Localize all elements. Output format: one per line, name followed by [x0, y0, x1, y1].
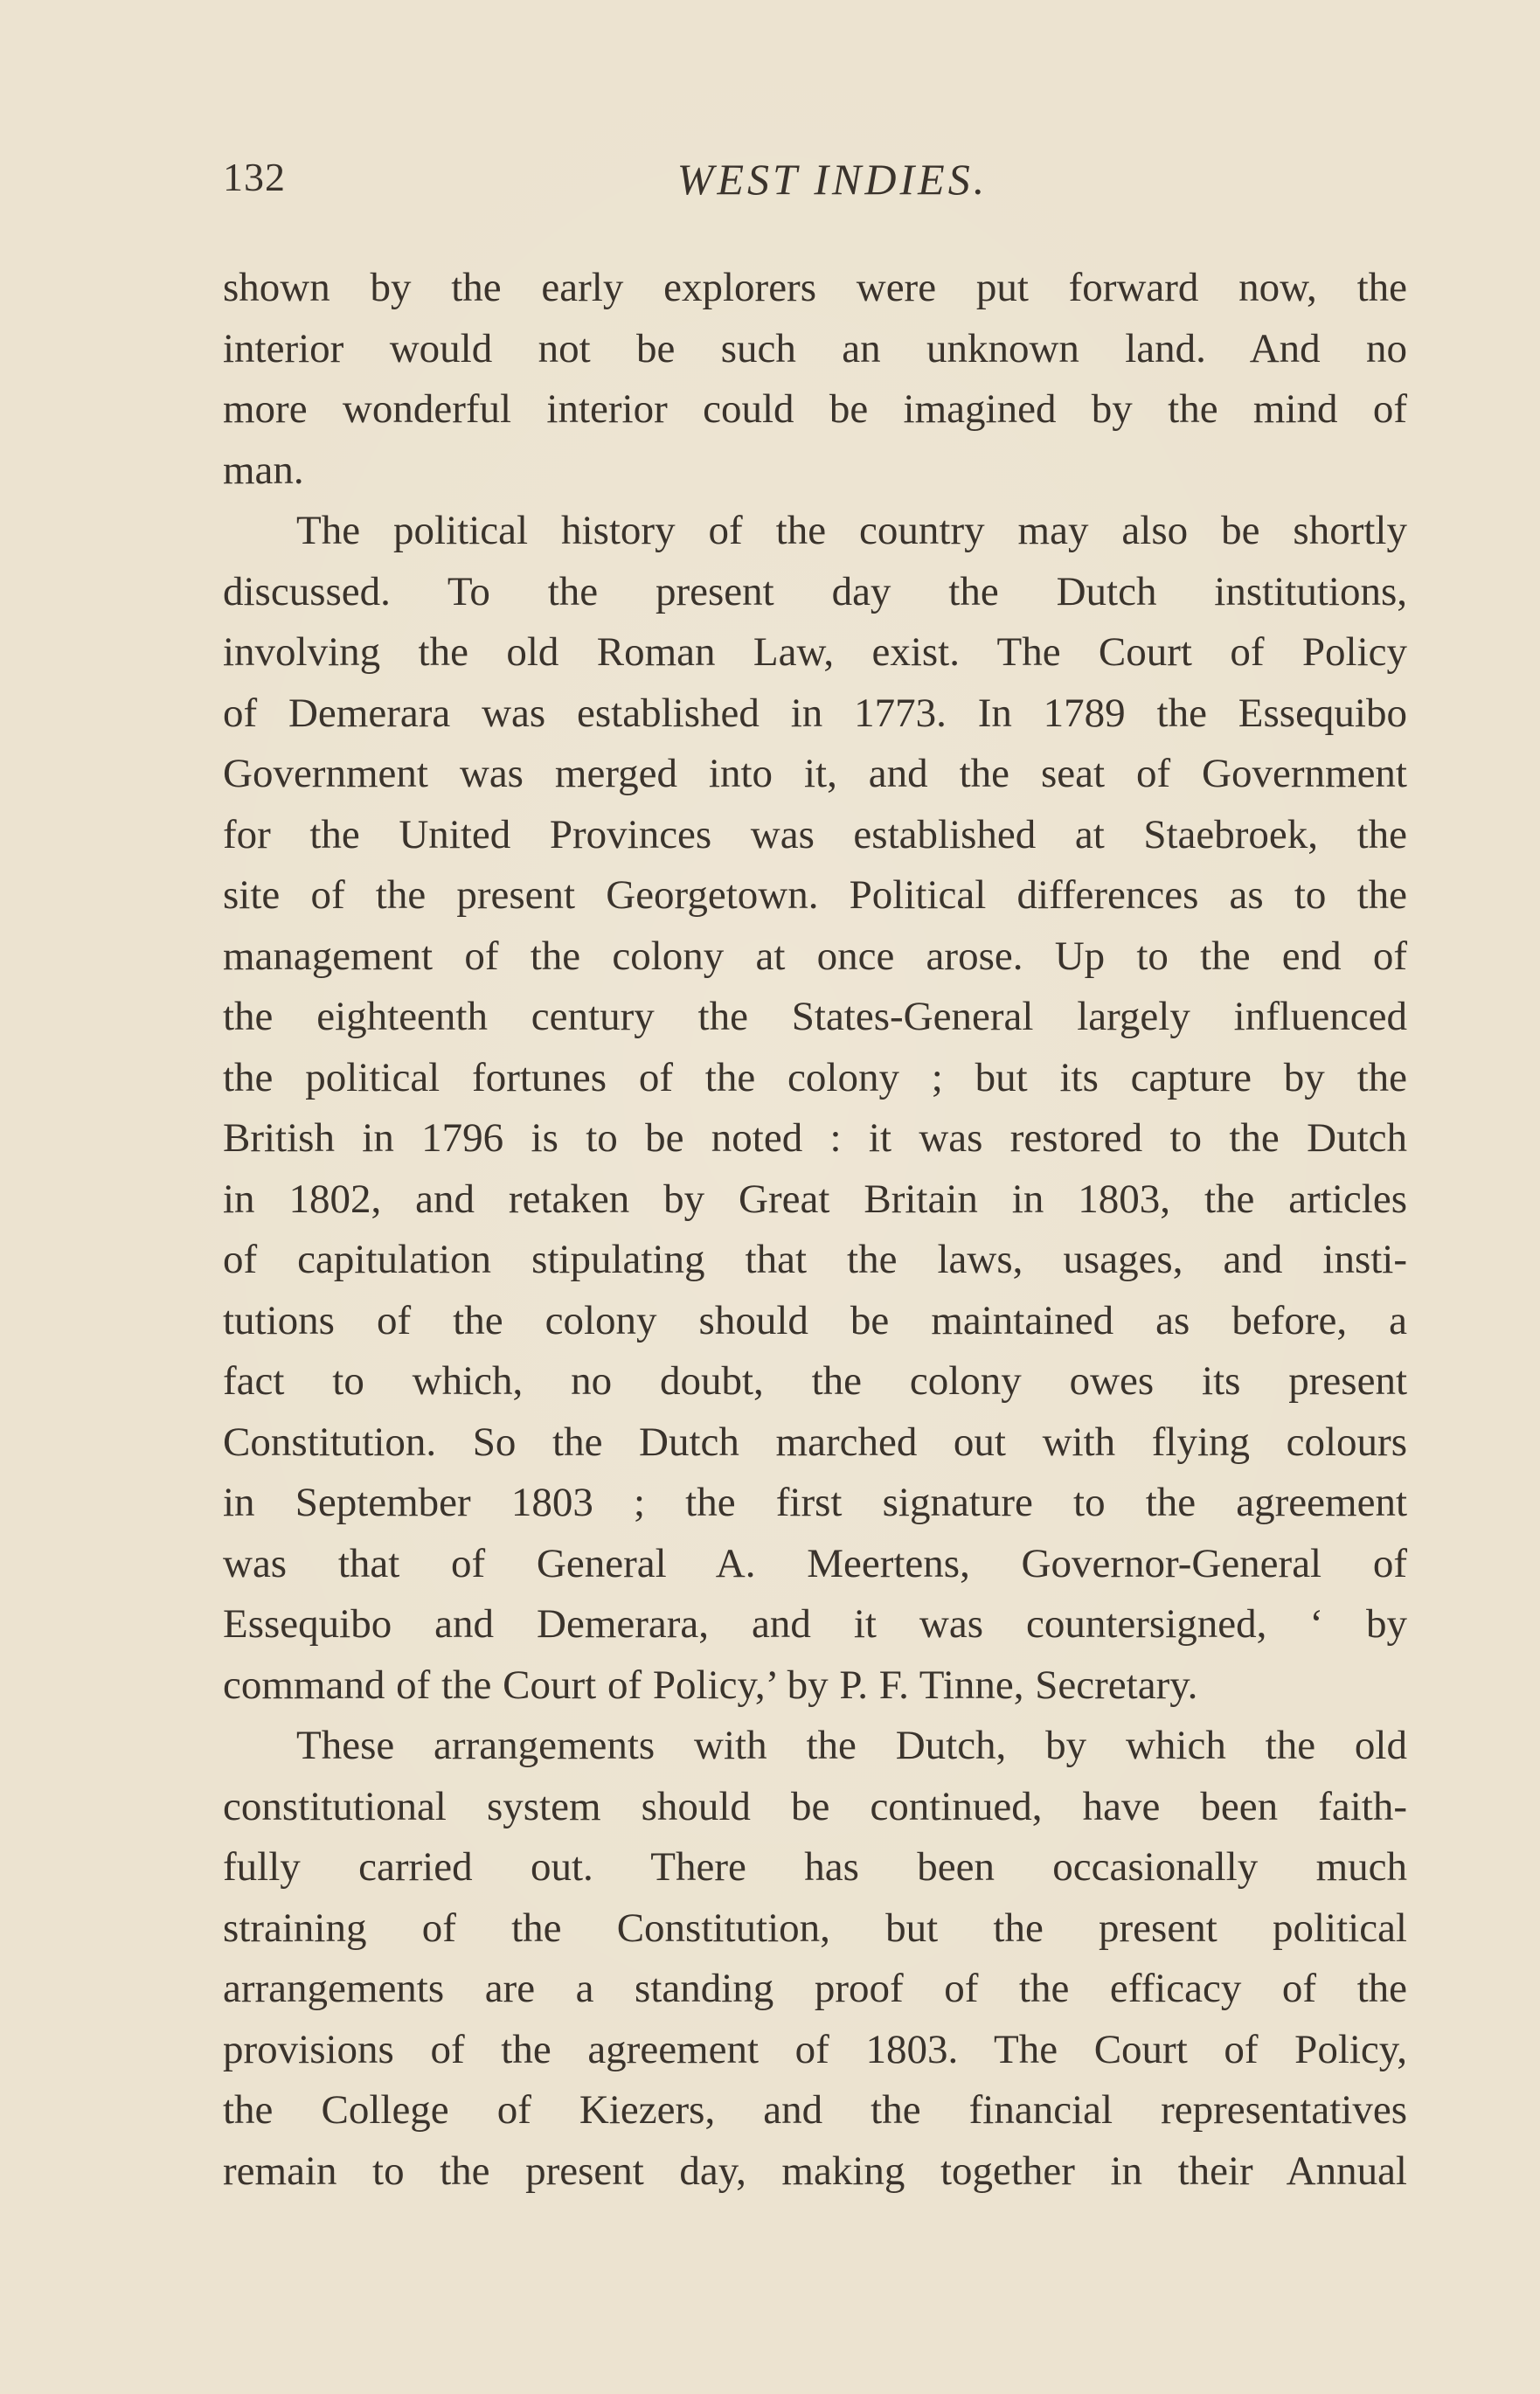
- text-line: provisions of the agreement of 1803. The Court of Policy,: [223, 2026, 1407, 2072]
- running-title: WEST INDIES.: [676, 155, 989, 204]
- text-line: interior would not be such an unknown land. And no: [223, 325, 1407, 371]
- text-line: British in 1796 is to be noted : it was restored to the Dutch: [223, 1115, 1407, 1161]
- text-line: command of the Court of Policy,’ by P. F. Tinne, Secretary.: [223, 1662, 1198, 1708]
- text-line: of capitulation stipulating that the laws, usages, and insti-: [223, 1237, 1407, 1282]
- text-line: involving the old Roman Law, exist. The Court of Policy: [223, 629, 1407, 675]
- text-line: fully carried out. There has been occasionally much: [223, 1844, 1407, 1890]
- text-line: was that of General A. Meertens, Governor-General of: [223, 1540, 1407, 1586]
- text-line: in 1802, and retaken by Great Britain in 1803, the articles: [223, 1176, 1407, 1222]
- text-line: the College of Kiezers, and the financial representatives: [223, 2087, 1407, 2133]
- text-line: the eighteenth century the States-General largely influenced: [223, 994, 1407, 1039]
- text-line: site of the present Georgetown. Political differences as to the: [223, 872, 1407, 918]
- text-line: Government was merged into it, and the seat of Government: [223, 751, 1407, 796]
- text-line: discussed. To the present day the Dutch institutions,: [223, 568, 1407, 614]
- text-line: the political fortunes of the colony ; but its capture by the: [223, 1054, 1407, 1100]
- running-head: [223, 154, 1407, 215]
- text-line: Constitution. So the Dutch marched out with flying colours: [223, 1419, 1407, 1465]
- text-line: more wonderful interior could be imagined by the mind of: [223, 386, 1407, 432]
- text-line: arrangements are a standing proof of the efficacy of the: [223, 1966, 1407, 2011]
- text-line: fact to which, no doubt, the colony owes its present: [223, 1358, 1407, 1404]
- body-text: [223, 258, 1407, 2202]
- page-number: 132: [223, 155, 286, 199]
- text-line: constitutional system should be continued, have been faith-: [223, 1783, 1407, 1829]
- text-line: man.: [223, 447, 304, 493]
- text-line: in September 1803 ; the first signature to the agreement: [223, 1480, 1407, 1525]
- text-line: remain to the present day, making together in their Annual: [223, 2148, 1407, 2194]
- text-line: Essequibo and Demerara, and it was countersigned, ‘ by: [223, 1601, 1407, 1647]
- text-line: management of the colony at once arose. Up to the end of: [223, 933, 1407, 979]
- text-line: of Demerara was established in 1773. In 1789 the Essequibo: [223, 690, 1407, 736]
- text-line: The political history of the country may also be shortly: [296, 508, 1407, 553]
- text-line: straining of the Constitution, but the present political: [223, 1905, 1407, 1951]
- text-line: tutions of the colony should be maintained as before, a: [223, 1297, 1407, 1343]
- text-line: shown by the early explorers were put forward now, the: [223, 265, 1407, 310]
- text-line: These arrangements with the Dutch, by which the old: [296, 1723, 1407, 1768]
- text-line: for the United Provinces was established at Staebroek, the: [223, 811, 1407, 857]
